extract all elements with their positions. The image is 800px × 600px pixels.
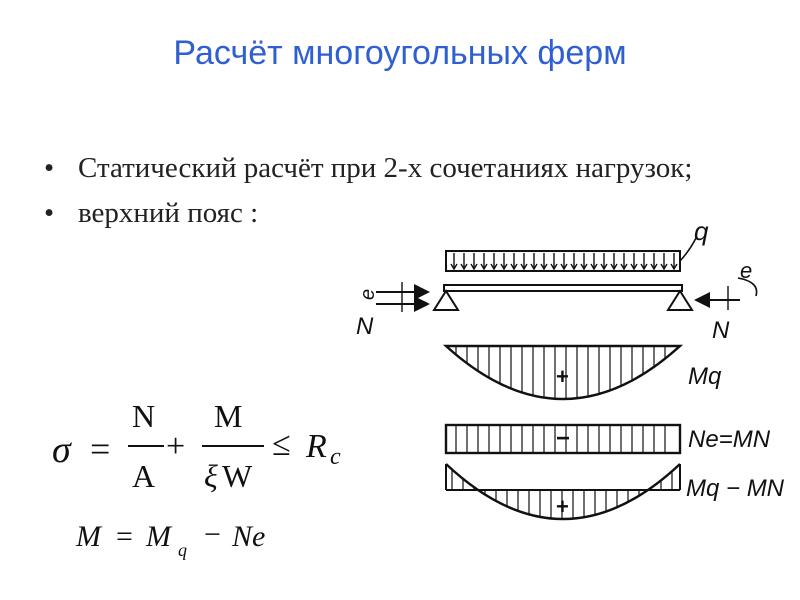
left-axial-force [376, 282, 428, 312]
formula-plus: + [166, 428, 186, 465]
formula-r-subscript: c [330, 444, 341, 470]
formula-denominator-a: A [132, 458, 156, 494]
bullet-dot-icon: • [44, 152, 55, 184]
bullet-dot-icon: • [44, 197, 55, 229]
sum-sign: + [556, 494, 569, 519]
bullet-text: Статический расчёт при 2-х сочетаниях нагрузок; [78, 152, 693, 184]
formula2-minus: − [204, 518, 221, 551]
load-label-q: q [694, 216, 709, 246]
mq-sign: + [556, 364, 569, 389]
ne-sign: − [556, 425, 571, 452]
right-support-icon [668, 291, 692, 310]
left-force-label: N [356, 313, 374, 340]
formula-numerator-n: N [132, 398, 156, 434]
formula2-m: M [76, 520, 101, 553]
left-ecc-label: e [357, 288, 379, 300]
slide-title: Расчёт многоугольных ферм [173, 34, 627, 72]
left-support-icon [434, 291, 458, 310]
bullet-text: верхний пояс : [78, 197, 259, 229]
formula-equals: = [90, 429, 111, 469]
ne-label: Ne=MN [688, 426, 771, 453]
distributed-load [446, 251, 680, 271]
formula2-mq-subscript: q [178, 540, 187, 560]
formula2-mq: M [146, 520, 171, 553]
formula-sigma: σ [52, 429, 71, 471]
formula-leq: ≤ [272, 426, 291, 463]
right-force-label: N [712, 317, 730, 344]
formula2-ne: Ne [232, 520, 266, 553]
formula-r: R [306, 428, 327, 465]
beam [434, 285, 692, 310]
formula-numerator-m: M [214, 398, 243, 434]
sum-label: Mq − MN [686, 475, 785, 502]
load-arrows [451, 253, 677, 269]
mq-label: Mq [688, 363, 722, 390]
formula-denominator-xi: ξ [204, 458, 218, 494]
right-ecc-label: e [740, 258, 753, 283]
formula-denominator-w: W [222, 458, 253, 494]
formula2-equals: = [116, 520, 133, 553]
